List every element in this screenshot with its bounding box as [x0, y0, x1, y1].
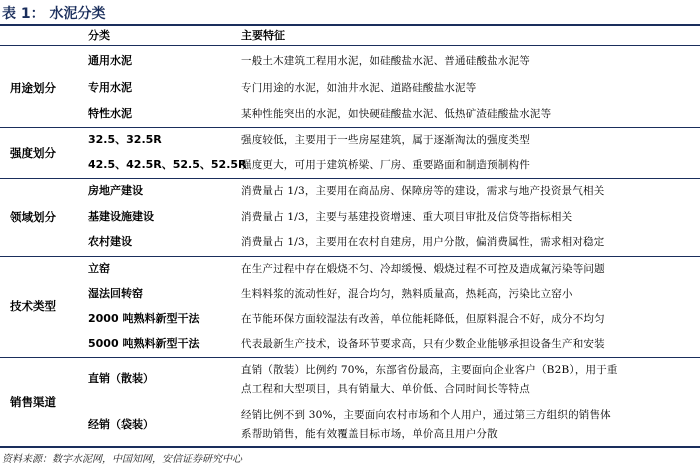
group-separator: [0, 256, 700, 257]
row-label: 湿法回转窑: [88, 287, 143, 300]
row-label: 特性水泥: [88, 107, 132, 120]
group-strength: 强度划分: [10, 146, 56, 160]
row-label: 经销（袋装）: [88, 418, 154, 431]
table-title: 表 1： 水泥分类: [2, 6, 106, 22]
row-feature: 生料料浆的流动性好，混合均匀，熟料质量高，热耗高，污染比立窑小: [241, 288, 573, 300]
title-rule: [0, 24, 700, 26]
row-feature: 在节能环保方面较湿法有改善，单位能耗降低，但原料混合不好，成分不均匀: [241, 313, 605, 325]
row-feature: 直销（散装）比例约 70%，东部省份最高，主要面向企业客户（B2B），用于重: [241, 364, 618, 376]
row-feature: 强度较低，主要用于一些房屋建筑，属于逐渐淘汰的强度类型: [241, 134, 530, 146]
group-usage: 用途划分: [10, 81, 56, 95]
row-label: 基建设施建设: [88, 210, 154, 223]
group-technology: 技术类型: [10, 299, 56, 313]
row-feature: 专门用途的水泥，如油井水泥、道路硅酸盐水泥等: [241, 82, 477, 94]
source-note: 资料来源：数字水泥网，中国知网，安信证券研究中心: [2, 454, 242, 465]
row-feature: 经销比例不到 30%，主要面向农村市场和个人用户，通过第三方组织的销售体: [241, 409, 611, 421]
row-label: 42.5、42.5R、52.5、52.5R: [88, 158, 247, 171]
row-feature-cont: 点工程和大型项目，具有销量大、单价低、合同时间长等特点: [241, 383, 530, 395]
row-label: 5000 吨熟料新型干法: [88, 337, 200, 350]
row-feature: 某种性能突出的水泥，如快硬硅酸盐水泥、低热矿渣硅酸盐水泥等: [241, 108, 552, 120]
row-feature: 一般土木建筑工程用水泥，如硅酸盐水泥、普通硅酸盐水泥等: [241, 55, 530, 67]
group-separator: [0, 357, 700, 358]
header-rule: [0, 45, 700, 46]
row-label: 专用水泥: [88, 81, 132, 94]
row-feature: 强度更大，可用于建筑桥梁、厂房、重要路面和制造预制构件: [241, 159, 530, 171]
row-label: 房地产建设: [88, 184, 143, 197]
row-label: 农村建设: [88, 235, 132, 248]
group-separator: [0, 178, 700, 179]
row-feature-cont: 系帮助销售，能有效覆盖目标市场，单价高且用户分散: [241, 428, 498, 440]
table-bottom-rule: [0, 446, 700, 448]
group-sales-channel: 销售渠道: [10, 395, 56, 409]
row-feature: 消费量占 1/3，主要用在商品房、保障房等的建设，需求与地产投资景气相关: [241, 185, 605, 197]
row-feature: 消费量占 1/3，主要与基建投资增速、重大项目审批及信贷等指标相关: [241, 211, 573, 223]
group-domain: 领域划分: [10, 210, 56, 224]
row-label: 2000 吨熟料新型干法: [88, 312, 200, 325]
row-label: 直销（散装）: [88, 372, 154, 385]
group-separator: [0, 127, 700, 128]
row-label: 立窑: [88, 262, 110, 275]
header-feature: 主要特征: [241, 29, 285, 42]
row-feature: 消费量占 1/3，主要用在农村自建房，用户分散，偏消费属性，需求相对稳定: [241, 236, 605, 248]
row-label: 通用水泥: [88, 54, 132, 67]
row-label: 32.5、32.5R: [88, 133, 162, 146]
row-feature: 在生产过程中存在煅烧不匀、冷却缓慢、煅烧过程不可控及造成氟污染等问题: [241, 263, 605, 275]
row-feature: 代表最新生产技术，设备环节要求高，只有少数企业能够承担设备生产和安装: [241, 338, 605, 350]
header-category: 分类: [88, 29, 110, 42]
